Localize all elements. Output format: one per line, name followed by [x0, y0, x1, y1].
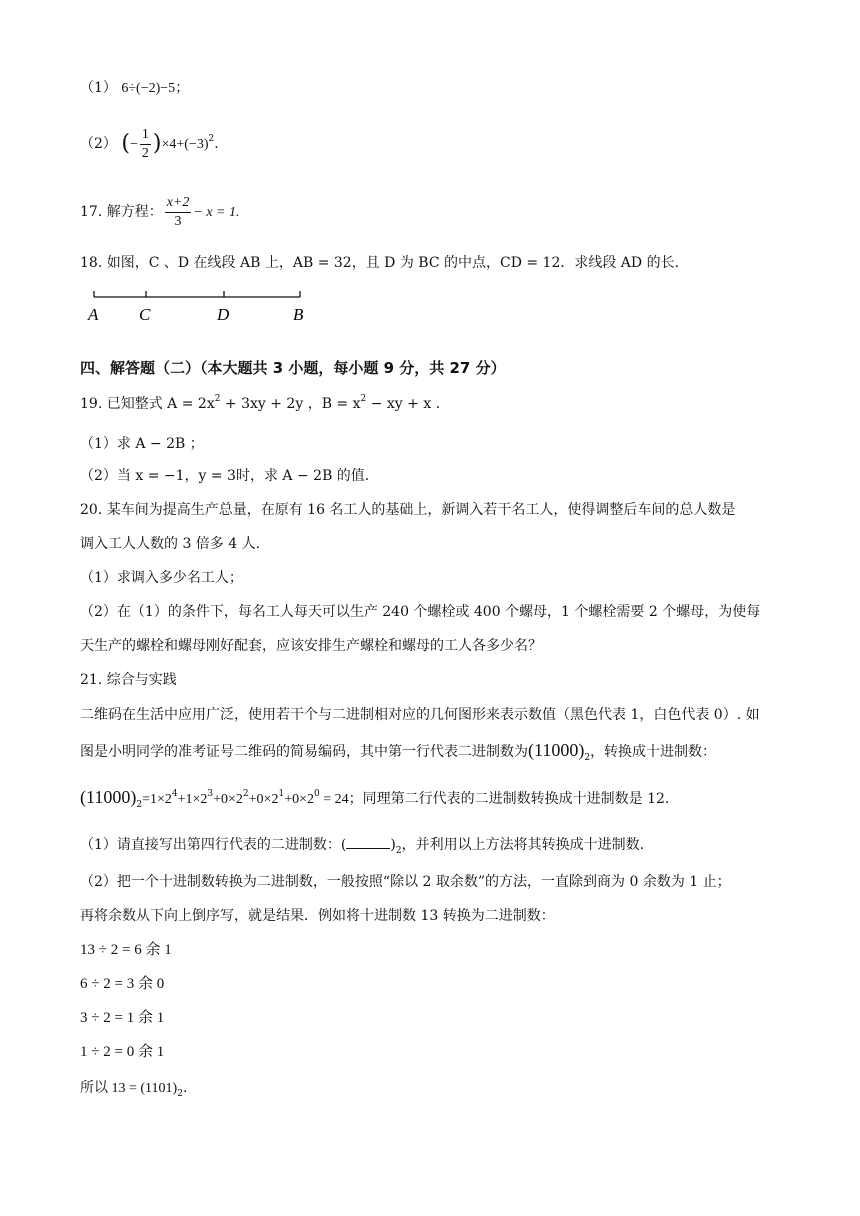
fraction — [165, 194, 192, 231]
section-heading: 四、解答题（二）（本大题共 3 小题，每小题 9 分，共 27 分） — [80, 359, 506, 377]
punct: . — [214, 136, 219, 152]
base-subscript: 2 — [395, 846, 402, 856]
problem-18 — [80, 253, 679, 273]
expression: ×4+(−3) — [161, 137, 209, 152]
problem-17 — [80, 192, 240, 233]
fraction-denominator: 2 — [141, 145, 149, 161]
label-b: B — [293, 305, 304, 324]
problem-20-line-1: 20. 某车间为提高生产总量，在原有 16 名工人的基础上，新调入若干名工人，使得调整后车间的总人数是 — [80, 502, 736, 518]
paren-open: ( — [121, 131, 130, 156]
answer-blank — [346, 836, 390, 849]
expression: =1×2 — [142, 792, 172, 807]
part-label: （2） — [80, 136, 117, 152]
problem-text: （1）请直接写出第四行代表的二进制数：( — [80, 837, 347, 853]
problem-16-part-2 — [80, 124, 219, 165]
problem-text: 图是小明同学的准考证号二维码的简易编码，其中第一行代表二进制数为 — [80, 744, 528, 760]
base-subscript: 2 — [584, 753, 591, 763]
problem-21-part-2: （2）把一个十进制数转换为二进制数，一般按照“除以 2 取余数”的方法，一直除到商为 0 余数为 1 止； — [80, 874, 731, 890]
paren-close: ) — [152, 131, 162, 156]
problem-19-part-2: （2）当 x = −1，y = 3时，求 A − 2B 的值. — [80, 468, 370, 484]
exponent: 0 — [313, 789, 320, 799]
exponent: 2 — [242, 789, 249, 799]
problem-text: ，并利用以上方法将其转换成十进制数. — [401, 837, 645, 853]
exponent: 3 — [207, 789, 214, 799]
problem-19 — [80, 394, 440, 414]
fraction-numerator: 1 — [140, 126, 151, 145]
base-subscript: 2 — [136, 800, 143, 810]
exponent: 1 — [278, 789, 285, 799]
division-step-1: 13 ÷ 2 = 6 余 1 — [80, 942, 172, 958]
problem-19-part-1: （1）求 A − 2B ； — [80, 436, 204, 452]
problem-text: − xy + x . — [366, 396, 441, 412]
expression: +0×2 — [213, 792, 243, 807]
problem-21-intro: 二维码在生活中应用广泛，使用若干个与二进制相对应的几何图形来表示数值（黑色代表 1，白色代表 0）. 如 — [80, 707, 760, 723]
expression: − x = 1. — [193, 205, 240, 220]
problem-21-title: 21. 综合与实践 — [80, 672, 177, 688]
division-step-4: 1 ÷ 2 = 0 余 1 — [80, 1044, 165, 1060]
expression: +1×2 — [177, 792, 208, 807]
expression: 6÷(−2)−5 — [121, 81, 176, 96]
part-label: （1） — [80, 80, 117, 96]
exponent: 2 — [208, 134, 215, 144]
punct: . — [182, 1080, 188, 1096]
division-step-3: 3 ÷ 2 = 1 余 1 — [80, 1010, 165, 1026]
fraction-numerator: x+2 — [165, 194, 192, 213]
problem-20-part-2-cont: 天生产的螺栓和螺母刚好配套，应该安排生产螺栓和螺母的工人各多少名？ — [80, 638, 542, 654]
binary-number: (11000) — [528, 740, 585, 760]
expression: +0×2 — [284, 792, 314, 807]
punct: ； — [175, 80, 190, 96]
problem-text: 19. 已知整式 A = 2x — [80, 396, 215, 412]
label-d: D — [217, 305, 230, 324]
fraction-denominator: 3 — [174, 213, 182, 229]
problem-21-line-3 — [80, 785, 669, 812]
line-segment-figure — [80, 286, 320, 326]
conclusion — [80, 1076, 187, 1101]
problem-text: ；同理第二行代表的二进制数转换成十进制数是 12. — [348, 791, 670, 807]
label-a: A — [88, 305, 99, 324]
problem-20-part-2: （2）在（1）的条件下，每名工人每天可以生产 240 个螺栓或 400 个螺母，1 个螺栓需要 2 个螺母，为使每 — [80, 604, 761, 620]
problem-16-part-1 — [80, 78, 189, 99]
label-c: C — [139, 305, 151, 324]
division-step-2: 6 ÷ 2 = 3 余 0 — [80, 976, 165, 992]
problem-20-line-2: 调入工人人数的 3 倍多 4 人. — [80, 536, 261, 552]
problem-21-part-2-cont: 再将余数从下向上倒序写，就是结果．例如将十进制数 13 转换为二进制数： — [80, 908, 555, 924]
problem-text: ，转换成十进制数： — [590, 744, 717, 760]
exponent: 4 — [171, 789, 178, 799]
problem-text: + 3xy + 2y ，B = x — [220, 396, 361, 412]
problem-21-part-1 — [80, 833, 644, 857]
binary-number: (11000) — [80, 787, 137, 807]
expression: 所以 13 = (1101) — [80, 1081, 178, 1096]
exponent: 2 — [214, 394, 221, 404]
expression: = 24 — [319, 792, 349, 807]
problem-20-part-1: （1）求调入多少名工人； — [80, 570, 243, 586]
minus-sign: − — [129, 137, 138, 152]
problem-21-line-2 — [80, 738, 716, 764]
base-subscript: 2 — [177, 1089, 183, 1099]
problem-text: 17. 解方程： — [80, 204, 163, 220]
fraction — [140, 126, 151, 163]
exponent: 2 — [360, 394, 367, 404]
expression: +0×2 — [248, 792, 279, 807]
problem-text: 18. 如图，C 、D 在线段 AB 上，AB = 32，且 D 为 BC 的中点，CD = 12．求线段 AD 的长. — [80, 255, 680, 271]
paren-close: ) — [390, 837, 396, 853]
